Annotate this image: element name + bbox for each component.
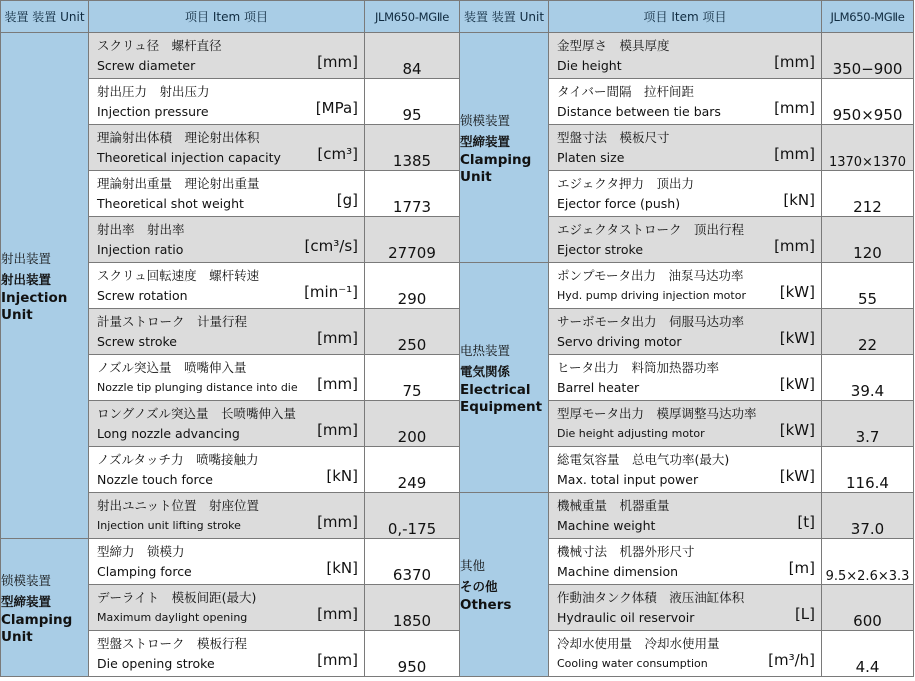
item-unit: [cm³] — [317, 145, 358, 163]
group-label-ja: 型締装置 — [1, 593, 52, 609]
item-value: 249 — [365, 447, 460, 493]
item-unit: [mm] — [317, 651, 358, 669]
item-name-en: Die opening stroke — [97, 656, 215, 671]
spec-item — [549, 539, 822, 585]
item-unit: [mm] — [774, 99, 815, 117]
table-row — [1, 585, 914, 631]
header-model-left: JLM650-MGⅡe — [365, 1, 460, 33]
item-name-en: Ejector force (push) — [557, 196, 681, 211]
item-value: 4.4 — [822, 631, 914, 677]
item-name-ja: 計量ストローク 计量行程 — [97, 314, 248, 329]
item-value: 200 — [365, 401, 460, 447]
item-unit: [mm] — [317, 329, 358, 347]
group-label-en-2: Equipment — [460, 398, 543, 415]
spec-item — [89, 79, 365, 125]
item-name-en: Platen size — [557, 150, 625, 165]
item-value: 55 — [822, 263, 914, 309]
item-name-en: Long nozzle advancing — [97, 426, 240, 441]
item-name-ja: 型盤寸法 模板尺寸 — [557, 130, 670, 145]
header-row — [1, 1, 914, 33]
item-name-ja: タイバー間隔 拉杆间距 — [557, 84, 695, 99]
item-name-ja: デーライト 模板间距(最大) — [97, 590, 257, 605]
item-name-en: Barrel heater — [557, 380, 640, 395]
item-name-en: Ejector stroke — [557, 242, 644, 257]
item-name-ja: ポンプモータ出力 油泵马达功率 — [557, 268, 744, 283]
table-row — [1, 631, 914, 677]
item-name-en: Servo driving motor — [557, 334, 682, 349]
spec-item — [89, 401, 365, 447]
item-unit: [kW] — [779, 283, 815, 301]
spec-item — [549, 309, 822, 355]
group-label-en: Injection — [1, 289, 68, 306]
item-value: 0,-175 — [365, 493, 460, 539]
item-unit: [kW] — [779, 329, 815, 347]
item-name-en: Nozzle touch force — [97, 472, 213, 487]
item-name-en: Machine weight — [557, 518, 656, 533]
item-value: 600 — [822, 585, 914, 631]
item-value: 27709 — [365, 217, 460, 263]
group-electrical — [460, 263, 549, 493]
group-label-en-2: Unit — [1, 628, 33, 645]
item-name-en: Screw diameter — [97, 58, 196, 73]
item-name-ja: 機械重量 机器重量 — [557, 498, 670, 513]
item-name-ja: ノズルタッチ力 喷嘴接触力 — [97, 452, 259, 467]
item-name-ja: エジェクタ押力 顶出力 — [557, 176, 695, 191]
item-value: 120 — [822, 217, 914, 263]
table-row — [1, 125, 914, 171]
item-value: 95 — [365, 79, 460, 125]
item-name-en: Die height adjusting motor — [557, 427, 705, 440]
item-unit: [mm] — [317, 513, 358, 531]
spec-item — [89, 447, 365, 493]
item-unit: [kW] — [779, 421, 815, 439]
table-row — [1, 539, 914, 585]
group-label-zh: 射出装置 — [1, 250, 52, 266]
item-unit: [mm] — [317, 53, 358, 71]
item-name-ja: 金型厚さ 模具厚度 — [557, 38, 670, 53]
item-unit: [L] — [794, 605, 815, 623]
item-name-ja: スクリュ回転速度 螺杆转速 — [97, 268, 260, 283]
item-name-en: Screw stroke — [97, 334, 177, 349]
item-value: 350−900 — [822, 33, 914, 79]
group-label-en-2: Unit — [460, 168, 492, 185]
item-unit: [m] — [788, 559, 815, 577]
spec-item — [549, 125, 822, 171]
spec-item — [89, 539, 365, 585]
item-name-en: Hyd. pump driving injection motor — [557, 289, 746, 302]
group-label-zh: 锁模装置 — [1, 572, 52, 588]
header-model-right: JLM650-MGⅡe — [822, 1, 914, 33]
item-name-ja: ロングノズル突込量 长喷嘴伸入量 — [97, 406, 297, 421]
item-name-en: Injection pressure — [97, 104, 209, 119]
group-others — [460, 493, 549, 677]
item-value: 950×950 — [822, 79, 914, 125]
table-row — [1, 447, 914, 493]
group-injection — [1, 33, 89, 539]
item-name-ja: エジェクタストローク 顶出行程 — [557, 222, 745, 237]
item-value: 22 — [822, 309, 914, 355]
spec-item — [89, 493, 365, 539]
header-item-right: 项目 Item 项目 — [549, 1, 822, 33]
item-name-ja: 射出ユニット位置 射座位置 — [97, 498, 260, 513]
group-clamping-left — [1, 539, 89, 677]
spec-item — [549, 355, 822, 401]
item-name-en: Theoretical injection capacity — [97, 150, 281, 165]
item-name-en: Cooling water consumption — [557, 657, 708, 670]
item-value: 6370 — [365, 539, 460, 585]
item-value: 1773 — [365, 171, 460, 217]
group-label-en: Clamping — [1, 611, 73, 628]
item-unit: [m³/h] — [768, 651, 815, 669]
item-value: 3.7 — [822, 401, 914, 447]
item-name-ja: 冷却水使用量 冷却水使用量 — [557, 636, 720, 651]
group-label-ja: その他 — [460, 579, 498, 594]
item-name-en: Injection ratio — [97, 242, 184, 257]
item-name-ja: 射出圧力 射出压力 — [97, 84, 210, 99]
header-device-left: 装置 装置 Unit — [1, 1, 89, 33]
item-unit: [MPa] — [315, 99, 358, 117]
group-label-zh: 电热装置 — [460, 342, 511, 358]
item-value: 116.4 — [822, 447, 914, 493]
item-name-ja: ノズル突込量 喷嘴伸入量 — [97, 360, 247, 375]
table-row — [1, 309, 914, 355]
table-row — [1, 493, 914, 539]
item-name-en: Theoretical shot weight — [97, 196, 244, 211]
item-unit: [g] — [336, 191, 358, 209]
item-unit: [mm] — [774, 53, 815, 71]
item-unit: [t] — [797, 513, 815, 531]
table-row — [1, 355, 914, 401]
spec-item — [549, 493, 822, 539]
group-label-ja: 電気関係 — [460, 363, 511, 379]
item-name-ja: スクリュ径 螺杆直径 — [97, 38, 222, 53]
item-name-en: Distance between tie bars — [557, 104, 721, 119]
item-unit: [kN] — [326, 467, 358, 485]
spec-item — [89, 33, 365, 79]
spec-item — [89, 631, 365, 677]
table-row — [1, 171, 914, 217]
item-unit: [mm] — [317, 375, 358, 393]
item-unit: [kN] — [326, 559, 358, 577]
item-name-ja: 機械寸法 机器外形尺寸 — [557, 544, 695, 559]
item-name-en: Screw rotation — [97, 288, 188, 303]
item-value: 212 — [822, 171, 914, 217]
item-value: 39.4 — [822, 355, 914, 401]
item-unit: [kN] — [783, 191, 815, 209]
item-name-en: Maximum daylight opening — [97, 611, 248, 624]
item-name-ja: 型盤ストローク 模板行程 — [97, 636, 248, 651]
item-unit: [mm] — [317, 605, 358, 623]
group-label-en: Clamping — [460, 151, 532, 168]
item-unit: [mm] — [774, 145, 815, 163]
spec-item — [89, 355, 365, 401]
table-row — [1, 79, 914, 125]
item-name-ja: ヒータ出力 料筒加热器功率 — [557, 360, 720, 375]
spec-item — [549, 79, 822, 125]
item-name-en: Machine dimension — [557, 564, 679, 579]
spec-item — [549, 263, 822, 309]
group-label-en: Electrical — [460, 381, 531, 398]
group-label-zh: 锁模装置 — [460, 112, 511, 128]
item-unit: [kW] — [779, 467, 815, 485]
item-name-ja: 総電気容量 总电气功率(最大) — [557, 452, 730, 467]
group-label-en-2: Unit — [1, 306, 33, 323]
spec-item — [549, 401, 822, 447]
item-name-ja: 作動油タンク体積 液压油缸体积 — [557, 590, 745, 605]
item-unit: [kW] — [779, 375, 815, 393]
spec-rows — [1, 33, 914, 677]
spec-item — [89, 585, 365, 631]
item-name-ja: 型厚モータ出力 模厚调整马达功率 — [557, 406, 757, 421]
item-value: 37.0 — [822, 493, 914, 539]
group-clamping-right — [460, 33, 549, 263]
spec-item — [549, 631, 822, 677]
item-unit: [mm] — [317, 421, 358, 439]
spec-item — [549, 585, 822, 631]
table-row — [1, 263, 914, 309]
spec-item — [549, 171, 822, 217]
spec-item — [89, 309, 365, 355]
group-label-ja: 型締装置 — [460, 133, 511, 149]
item-name-en: Die height — [557, 58, 622, 73]
spec-item — [89, 171, 365, 217]
item-value: 950 — [365, 631, 460, 677]
item-value: 1370×1370 — [822, 125, 914, 171]
group-label-ja: 射出装置 — [1, 271, 52, 287]
table-row — [1, 401, 914, 447]
item-name-en: Nozzle tip plunging distance into die — [97, 381, 298, 394]
item-name-ja: 理論射出体積 理论射出体积 — [97, 130, 260, 145]
spec-item — [549, 217, 822, 263]
header-device-right: 装置 装置 Unit — [460, 1, 549, 33]
spec-item — [549, 447, 822, 493]
group-label-zh: 其他 — [460, 558, 486, 573]
item-unit: [cm³/s] — [304, 237, 358, 255]
item-value: 1850 — [365, 585, 460, 631]
item-name-ja: サーボモータ出力 伺服马达功率 — [557, 314, 745, 329]
item-name-en: Injection unit lifting stroke — [97, 519, 241, 532]
item-name-en: Clamping force — [97, 564, 192, 579]
item-name-en: Max. total input power — [557, 472, 699, 487]
item-name-ja: 型締力 锁模力 — [97, 544, 185, 559]
table-row — [1, 217, 914, 263]
item-value: 250 — [365, 309, 460, 355]
item-name-ja: 射出率 射出率 — [97, 222, 185, 237]
spec-item — [89, 263, 365, 309]
group-label-en: Others — [460, 597, 512, 613]
item-name-ja: 理論射出重量 理论射出重量 — [97, 176, 260, 191]
item-unit: [min⁻¹] — [304, 283, 358, 301]
table-row — [1, 33, 914, 79]
spec-item — [549, 33, 822, 79]
item-unit: [mm] — [774, 237, 815, 255]
item-value: 9.5×2.6×3.3 — [822, 539, 914, 585]
item-value: 290 — [365, 263, 460, 309]
item-value: 1385 — [365, 125, 460, 171]
spec-item — [89, 217, 365, 263]
spec-item — [89, 125, 365, 171]
header-item-left: 项目 Item 项目 — [89, 1, 365, 33]
item-value: 84 — [365, 33, 460, 79]
item-value: 75 — [365, 355, 460, 401]
item-name-en: Hydraulic oil reservoir — [557, 610, 695, 625]
